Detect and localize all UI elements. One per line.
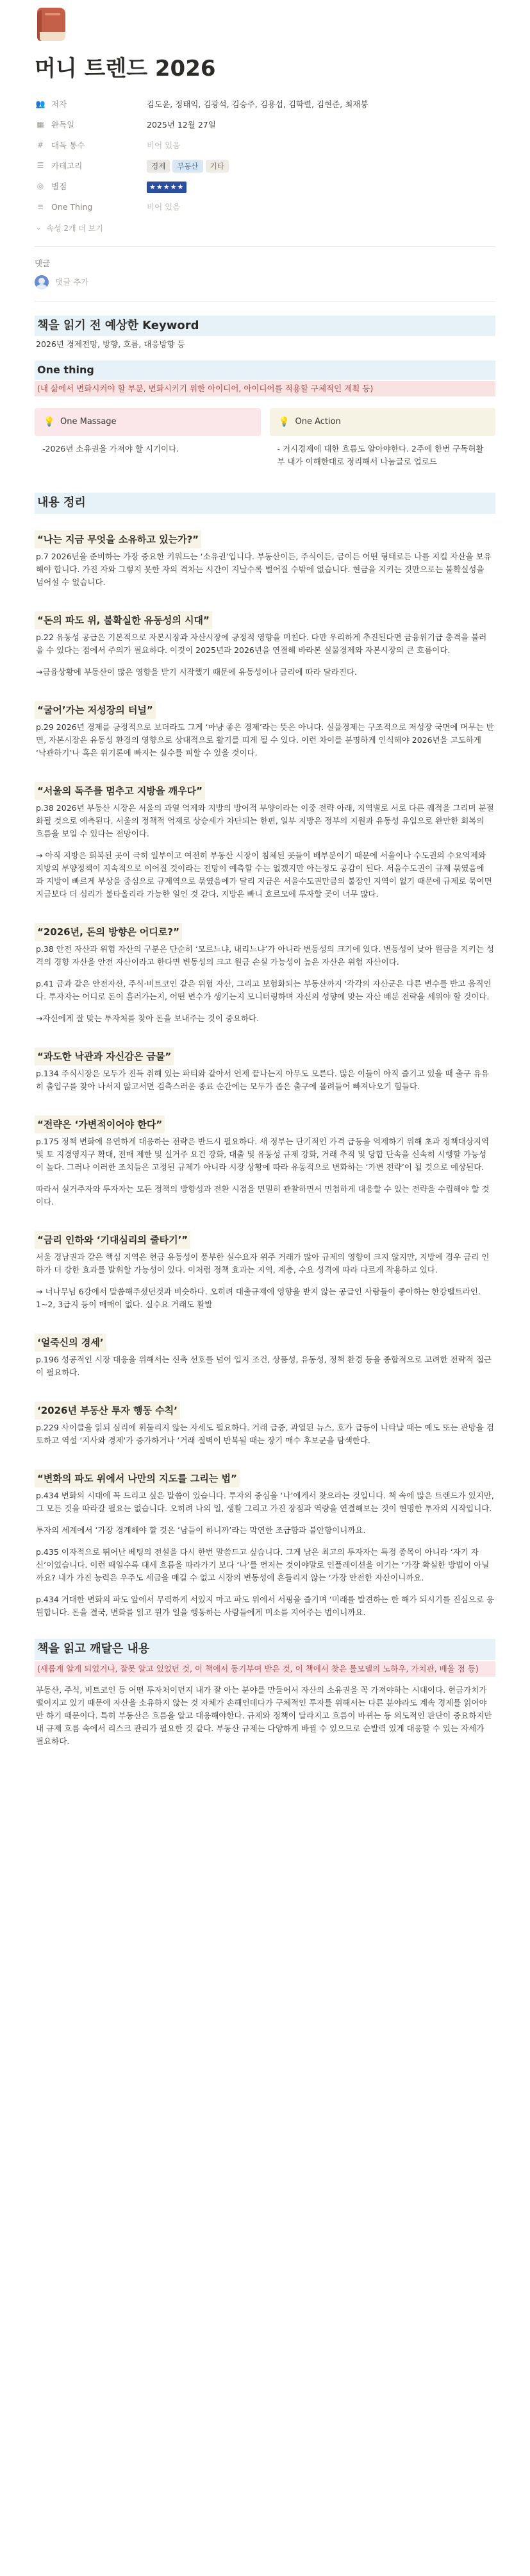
keyword-text: 2026년 경제전망, 방향, 흐름, 대응방향 등 — [36, 339, 185, 350]
one-massage-callout: 💡 One Massage — [35, 408, 261, 436]
topic-heading: “과도한 낙관과 자신감은 금물” — [35, 1047, 174, 1065]
one-massage-text: -2026년 소유권을 가져야 할 시기이다. — [42, 444, 179, 454]
topic-block — [35, 1385, 495, 1449]
topic-block — [35, 595, 495, 681]
topic-paragraph: p.22 유동성 공급은 기본적으로 자본시장과 자산시장에 긍정적 영향을 미친다. 다만 우리하게 추진된다면 금융위기급 충격을 불러올 수 있다는 점에서 주의가 필요하다. 이것이 2025년과 2026년을 연결해 바라본 실물경제와 자본시장의 큰 흐름이다. — [36, 632, 487, 656]
add-comment-placeholder[interactable]: 댓글 추가 — [55, 276, 89, 287]
onething-heading: One thing — [35, 360, 495, 380]
topic-block — [35, 1453, 495, 1621]
property-value[interactable]: 비어 있음 — [147, 140, 181, 150]
property-key: ≡ One Thing — [35, 201, 147, 214]
one-action-card — [270, 408, 496, 475]
property-key: ☰ 카테고리 — [35, 160, 147, 173]
topic-block — [35, 514, 495, 591]
target-icon: ◎ — [37, 181, 44, 191]
one-action-text: - 거시경제에 대한 흐름도 알아야한다. 2주에 한번 구독허활부 내가 이해한대로 정리해서 나눔글로 업로드 — [277, 444, 484, 467]
topic-heading: “2026년, 돈의 방향은 어디로?” — [35, 923, 182, 941]
category-tag[interactable]: 기타 — [206, 160, 229, 173]
property-key: ◎ 별점 — [35, 180, 147, 193]
page-title[interactable]: 머니 트렌드 2026 — [35, 56, 216, 81]
topic-paragraph: →자신에게 잘 맞는 투자처를 찾아 돈을 보내주는 것이 중요하다. — [36, 1013, 260, 1024]
hash-icon: # — [37, 140, 44, 149]
onething-description: (내 삶에서 변화시켜야 할 부분, 변화시키기 위한 아이디어, 아이디어를 적용할 구체적인 계획 등) — [35, 381, 495, 396]
topic-block — [35, 684, 495, 761]
calendar-icon: ▦ — [37, 119, 44, 129]
property-key: # 대독 통수 — [35, 139, 147, 152]
property-value[interactable] — [147, 180, 186, 193]
list-icon: ☰ — [37, 160, 44, 170]
lightbulb-icon: 💡 — [278, 417, 290, 428]
category-tag[interactable]: 경제 — [147, 160, 170, 173]
topic-heading: “서울의 독주를 멈추고 지방을 깨우다” — [35, 782, 205, 800]
topic-paragraph: p.434 변화의 시대에 꼭 드리고 싶은 말씀이 있습니다. 투자의 중심을 ‘나’에게서 찾으라는 것입니다. 책 속에 많은 트렌드가 있지만, 그 모든 것을 따라갈 필요는 없습니다. 오히려 나의 일, 생활 그리고 가진 장점과 역량을 연결해보는 것이 현명한 투자의 시작입니다. — [36, 1491, 494, 1514]
topic-paragraph: p.41 금과 같은 안전자산, 주식·비트코인 같은 위험 자산, 그리고 보험화되는 부동산까지 '각각의 자산군은 다른 변수를 반고 움직인다. 투자자는 어디로 돈이 흘러가는지, 어떤 변수가 생기는지 모니터링하며 자신의 성향에 맞는 자산 배분 전략을 세워야 할 것이다. — [36, 979, 492, 1002]
property-value[interactable]: 2025년 12월 27일 — [147, 119, 216, 130]
topic-block — [35, 765, 495, 902]
keyword-heading: 책을 읽기 전 예상한 Keyword — [35, 316, 495, 337]
property-value[interactable]: 김도윤, 정태익, 김광석, 김승주, 김용섭, 김학렬, 김현준, 최재붕 — [147, 99, 369, 109]
topic-heading: “굴어’가는 저성장의 터널” — [35, 701, 156, 719]
topic-paragraph: p.7 2026년을 준비하는 가장 중요한 키워드는 ‘소유권’입니다. 부동산이든, 주식이든, 금이든 어떤 형태로든 나를 지킬 자산을 보유해야 합니다. 가진 자와 그렇지 못한 자의 격차는 시간이 지날수록 벌어질 수밖에 없습니다. 현금을 지키는 것만으로는 불확실성을 넘어설 수 없습니다. — [36, 552, 492, 588]
closing-heading: 책을 읽고 깨달은 내용 — [35, 1639, 495, 1660]
topic-paragraph: → 아직 지방은 회복된 곳이 극히 일부이고 여전히 부동산 시장이 침체된 곳들이 배부분이기 때문에 서울이나 수도권의 수요억제와 지방의 부양정책이 지속적으로 이어질 것이라는 전망이 예측할 수는 없겠지만 아는정도 공감이 된다. 서울수도권이 규제 묶였음에 과 지방이 빠르게 부상을 중심으로 규제역으로 묶였음에가 달리 지금은 서울수도권만큼의 불장인 지역이 없기 때문에 규제로 묶여면 지금보다 더 심리가 불타올리라 가능한 일인 것 같다. 지방은 빠니 호르모에 투자할 곳이 너무 많다. — [36, 851, 492, 899]
avatar — [35, 275, 49, 289]
property-value[interactable] — [147, 160, 231, 173]
closed-book-icon[interactable] — [35, 8, 68, 44]
property-row[interactable] — [35, 176, 495, 197]
topic-paragraph: p.175 정책 변화에 유연하게 대응하는 전략은 반드시 필요하다. 새 정부는 단기적인 가격 급등을 억제하기 위해 초과 정책대상지역 및 토 지경영지구 확대, 전매 제한 및 실거주 요건 강화, 대출 및 유동성 규제 강화, 거래 추적 및 당합 단속을 신속히 시행할 가능성이 높다. 그러나 이러한 조치들은 고정된 규제가 아니라 시장 상황에 따라 유동적으로 변화하는 ‘가변 전략’이 될 것으로 예상된다. — [36, 1137, 490, 1173]
topics-list — [35, 514, 495, 1621]
add-comment-row[interactable] — [35, 275, 495, 289]
property-row[interactable] — [35, 197, 495, 217]
property-key: ▦ 완독일 — [35, 119, 147, 131]
closing-text: 부동산, 주식, 비트코인 등 어떤 투자처이던지 내가 잘 아는 분야를 만들어서 자산의 소유권을 꼭 가져야하는 시대이다. 현금가치가 떨어지고 있기 때문에 자산을 소유하지 않는 것 자체가 손해인데다가 구체적인 투자를 위해서는 다른 분야라도 계속 경제를 읽어야만 하기 때문이다. 특히 부동산은 흐름을 알고 대응해야한다. 규제와 정책이 달라지고 흐름이 바뀌는 등 의도적인 판단이 중요하지만 내 규제 흐름 속에서 리스크 관리가 필요한 것 같다. 부동산 규제는 다양하게 바뀔 수 있으므로 순발력 있게 대응할 수 있는 자세가 필요하다. — [36, 1685, 492, 1747]
topic-block — [35, 1214, 495, 1313]
topic-paragraph: p.435 이자적으로 뛰어난 베팅의 전설을 다시 한번 말씀드고 싶습니다. 그게 남은 최고의 투자자는 특정 종목이 아니라 ‘자기 자신’이었습니다. 이런 때일수록 대세 흐름을 따라가기 보다 ‘나’를 먼저는 것이야말로 인플레이션을 이기는 ‘가장 확실한 방법이 아닐까요? 내가 가진 능력은 우주도 세금을 매길 수 없고 시장의 변동성에 흔들리지 않는 ‘가장 안전한 자산이니까요. — [36, 1547, 490, 1583]
closing-subheading: (새롭게 알게 되었거나, 잘못 알고 있었던 것, 이 책에서 동기부여 받은 것, 이 책에서 찾은 롤모델의 노하우, 가치관, 배울 점 등) — [35, 1661, 495, 1677]
property-row[interactable] — [35, 115, 495, 135]
topic-heading: “금리 인하와 ‘기대심리의 줄타기’” — [35, 1231, 190, 1249]
divider — [35, 246, 495, 247]
topic-paragraph: p.434 거대한 변화의 파도 앞에서 무력하게 서있지 마고 파도 위에서 서핑을 즐기며 ‘미래를 발견하는 한 해가 되시기를 진심으로 응원합니다. 돈을 결국, 변화를 읽고 원가 일을 행동하는 사람들에게 미소를 지어주는 법이니까요. — [36, 1595, 495, 1618]
star-rating[interactable]: ★★★★★ — [147, 182, 186, 193]
topic-block — [35, 1317, 495, 1381]
topic-paragraph: → 너나무님 6강에서 말씀해주셨던것과 비슷하다. 오히려 대출규제에 영향을 받지 않는 공급인 사람들이 좋아하는 한강벨트라인. 1~2, 3급지 등이 매매이 없다. 실수요 거래도 활발 — [36, 1287, 481, 1310]
topic-paragraph: 투자의 세계에서 ‘가장 경계해야 할 것은 ‘남들이 하니까’라는 막연한 조급함과 불안함이니까요. — [36, 1525, 366, 1536]
topic-paragraph: 따라서 실거주자와 투자자는 모든 정책의 방향성과 전환 시점을 면밀히 관찰하면서 민첩하게 대응할 수 있는 전략을 수립해야 할 것이다. — [36, 1184, 490, 1207]
comments-label: 댓글 — [35, 258, 51, 268]
topic-heading: “돈의 파도 위, 불확실한 유동성의 시대” — [35, 611, 212, 629]
topic-block — [35, 906, 495, 1027]
topic-paragraph: p.38 안전 자산과 위험 자산의 구분은 단순히 ‘모르느냐, 내리느냐’가 아니라 변동성의 크기에 있다. 변동성이 낮아 원금을 지키는 성격의 경향 자산을 안전 자산이라고 한다면 변동성의 크고 원금 손실 가능성이 높은 자산은 위험 자산이다. — [36, 944, 495, 967]
topic-paragraph: 서울 경남권과 같은 핵심 지역은 현금 유동성이 풍부한 실수요자 위주 거래가 많아 규제의 영향이 크지 않지만, 지방에 경우 금리 인하가 더 강한 효과를 발휘할 가능성이 있다. 이처럼 정책 효과는 지역, 계층, 수요 성격에 따라 다르게 작용하고 있다. — [36, 1252, 490, 1275]
topic-paragraph: p.196 성공적인 시장 대응을 위해서는 신축 선호를 넘어 입지 조건, 상품성, 유동성, 정책 환경 등을 종합적으로 고려한 전략적 접근이 필요하다. — [36, 1355, 492, 1378]
lightbulb-icon: 💡 — [44, 417, 55, 428]
topic-heading: ‘얼죽신의 경세’ — [35, 1334, 106, 1352]
topic-heading: “전략은 ‘가변적이어야 한다” — [35, 1115, 165, 1133]
one-massage-card — [35, 408, 261, 475]
people-icon: 👥 — [35, 99, 46, 108]
topic-block — [35, 1031, 495, 1095]
topic-paragraph: p.229 사이클을 읽되 심리에 휘둘리지 않는 자세도 필요하다. 거래 급증, 과열된 뉴스, 호가 급등이 나타날 때는 예도 또는 관망을 검토하고 역설 ‘지사와 경제'가 증가하거나 ‘거래 절벽이 반복될 때는 장기 매수 후보군을 탐색한다. — [36, 1423, 494, 1446]
properties-list — [35, 94, 495, 217]
text-icon: ≡ — [37, 201, 44, 211]
topic-heading: “나는 지금 무엇을 소유하고 있는가?” — [35, 530, 201, 548]
onething-cards — [35, 408, 495, 475]
show-more-properties[interactable]: ⌄ 속성 2개 더 보기 — [36, 223, 104, 233]
content-summary-heading: 내용 정리 — [35, 493, 495, 514]
topic-heading: ‘2026년 부동산 투자 행동 수칙’ — [35, 1402, 180, 1419]
category-tag[interactable]: 부동산 — [172, 160, 203, 173]
topic-paragraph: →금융상황에 부동산이 많은 영향을 받기 시작했기 때문에 유동성이나 금리에 따라 달라진다. — [36, 667, 357, 677]
chevron-down-icon: ⌄ — [36, 225, 42, 232]
property-row[interactable] — [35, 135, 495, 156]
one-action-callout: 💡 One Action — [270, 408, 496, 436]
topic-paragraph: p.134 주식시장은 모두가 진득 취해 있는 파티와 같아서 언제 끝나는지 아무도 모른다. 많은 이들이 아직 즐기고 있을 때 출구 유유히 출입구를 찾아 나서지 않고서면 검측스러운 종료 순간에는 모두가 좁은 출구에 몰려들어 빠져나오기 힘들다. — [36, 1069, 489, 1092]
topic-heading: “변화의 파도 위에서 나만의 지도를 그리는 법” — [35, 1470, 240, 1487]
page-icon-container — [35, 0, 495, 44]
property-row[interactable] — [35, 156, 495, 176]
topic-paragraph: p.29 2026년 경제를 긍정적으로 보더라도 그게 ‘마냥 좋은 경제’라는 뜻은 아니다. 실물경제는 구조적으로 저성장 국면에 머무는 반면, 자본시장은 유동성 환경의 영향으로 상대적으로 활기를 띠게 될 수 있다. 이런 차이를 분명하게 인식해야 2026년을 고도하게 ‘낙관하기’나 혹은 위기론에 빠지는 실수를 피할 수 있을 것이다. — [36, 722, 494, 758]
topic-block — [35, 1099, 495, 1210]
property-value[interactable]: 비어 있음 — [147, 201, 181, 212]
topic-paragraph: p.38 2026년 부동산 시장은 서울의 과열 억제와 지방의 방어적 부양이라는 이중 전략 아래, 지역별로 서로 다른 궤적을 그리며 분절화될 것으로 예측된다. 서울의 정책적 억제로 상승세가 차단되는 한편, 일부 지방은 정부의 지원과 유동성 유입으로 완만한 회복의 흐름을 보일 수 있다는 전망이다. — [36, 803, 494, 839]
property-key: 👥 저자 — [35, 98, 147, 111]
property-row[interactable] — [35, 94, 495, 115]
